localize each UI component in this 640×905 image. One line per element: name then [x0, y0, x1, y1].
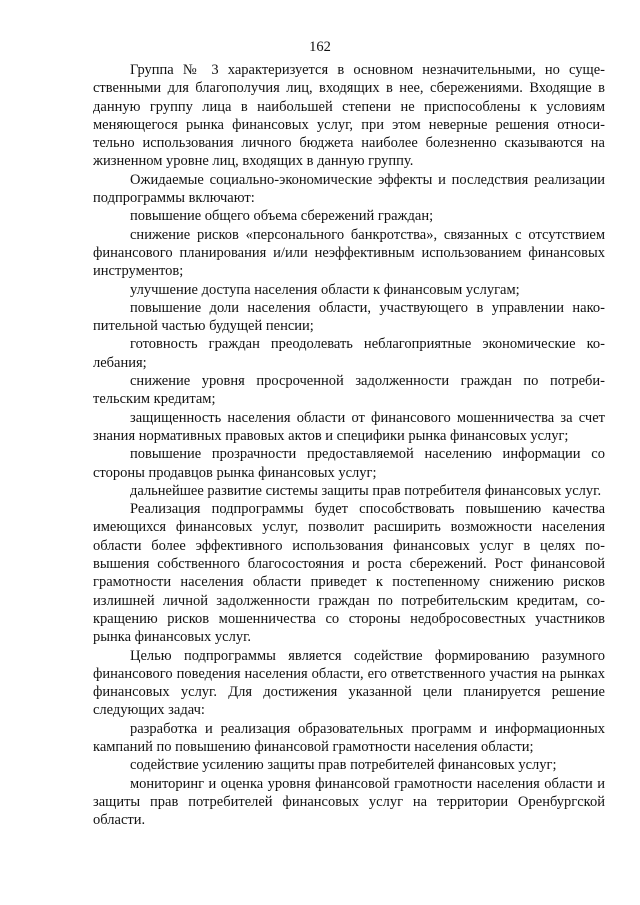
- paragraph-expected-effects-intro: Ожидаемые социально-экономические эффекты и последствия реализации подпрограммы включают:: [93, 171, 605, 207]
- document-body: [93, 61, 605, 829]
- paragraph-subprogram-goal: Целью подпрограммы является содействие формированию разумного финансового поведения населения области, его ответственного участия на рынках финансовых услуг. Для достижения указанной цели планируется решение следующих задач:: [93, 647, 605, 719]
- page-number: 162: [309, 39, 331, 55]
- list-item-access-improvement: улучшение доступа населения области к финансовым услугам;: [130, 281, 520, 298]
- list-item-economic-resilience: готовность граждан преодолевать неблагоприятные экономические колебания;: [93, 336, 605, 371]
- list-item-overdue-debt: снижение уровня просроченной задолженности граждан по потребительским кредитам;: [93, 373, 605, 408]
- list-item-monitoring: мониторинг и оценка уровня финансовой грамотности населения области и защиты прав потребителей финансовых услуг на территории Оренбургской области.: [93, 775, 605, 829]
- list-item-savings-growth: повышение общего объема сбережений граждан;: [130, 208, 434, 225]
- list-item-pension-participation: повышение доли населения области, участвующего в управлении накопительной частью будущей пенсии;: [93, 299, 605, 335]
- paragraph-group-3-description: Группа № 3 характеризуется в основном незначительными, но существенными для благополучия лиц, входящих в нее, сбережениями. Входящие в данную группу лица в наибольшей степени не приспособлены к условиям меняющегося рынка финансовых услуг, при этом неверные решения относительно использования личного бюджета наиболее болезненно сказываются на жизненном уровне лиц, входящих в данную группу.: [93, 62, 605, 170]
- list-item-educational-programs: разработка и реализация образовательных программ и информационных кампаний по повышению финансовой грамотности населения области;: [93, 720, 605, 755]
- list-item-transparency: повышение прозрачности предоставляемой населению информации со стороны продавцов рынка финансовых услуг;: [93, 446, 605, 481]
- list-item-consumer-protection: дальнейшее развитие системы защиты прав потребителя финансовых услуг.: [130, 482, 602, 499]
- list-item-fraud-protection: защищенность населения области от финансового мошенничества за счет знания нормативных правовых актов и специфики рынка финансовых услуг;: [93, 409, 605, 444]
- list-item-strengthen-protection: содействие усилению защиты прав потребителей финансовых услуг;: [130, 757, 557, 774]
- paragraph-implementation-outcomes: Реализация подпрограммы будет способствовать повышению качества имеющихся финансовых услуг, позволит расширить возможности населения области более эффективного использования финансовых услуг в целях повышения собственного благосостояния и роста сбережений. Рост финансовой грамотности населения области приведет к постепенному снижению рисков излишней личной задолженности граждан по потребительским кредитам, сокращению рисков мошенничества со стороны недобросовестных участников рынка финансовых услуг.: [93, 501, 605, 646]
- list-item-bankruptcy-risk: снижение рисков «персонального банкротства», связанных с отсутствием финансового планирования и/или неэффективным использованием финансовых инструментов;: [93, 226, 605, 280]
